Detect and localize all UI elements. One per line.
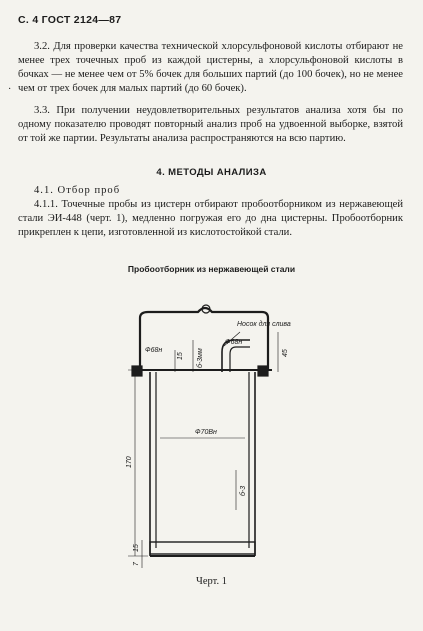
section-title: 4. МЕТОДЫ АНАЛИЗА [156,167,267,178]
label-h7: 7 [133,562,140,566]
label-d68-right: Ф68н [225,339,243,346]
left-lid-ring [132,366,142,376]
handle-wire [140,308,268,370]
label-h170: 170 [126,456,133,468]
label-spout: Носок для слива [237,321,291,328]
label-d68-left: Ф68н [145,347,163,354]
paragraph-3-3-text: 3.3. При получении неудовлетворительных результатов анализа хотя бы по одному показателю проводят повторный анализ проб на удвоенной выборке, взятой от той же партии. Результаты анализа распространяются на всю партию. [18,105,403,144]
label-h45: 45 [282,349,289,357]
figure-caption: Черт. 1 [196,576,227,587]
label-d70: Ф70Вн [195,429,217,436]
subsection-4-1-title: 4.1. Отбор проб [34,185,121,196]
label-b3-wall: б-3 [240,485,247,496]
label-h15-top: 15 [177,352,184,360]
page-header: С. 4 ГОСТ 2124—87 [18,14,122,26]
label-h15-bottom: 15 [133,544,140,552]
bottom-plate [150,542,255,554]
right-lid-ring [258,366,268,376]
label-h-b3-top: б-3мм [197,348,204,368]
margin-mark: · [8,84,12,95]
figure-title: Пробоотборник из нержавеющей стали [127,264,296,274]
paragraph-4-1-1-text: 4.1.1. Точечные пробы из цистерн отбирают пробоотборником из нержавеющей стали ЭИ-448 (черт. 1), медленно погружая его до дна цистерны. Пробоотборник прикреплен к цепи, изготовленной из кислотостойкой стали. [18,199,403,238]
paragraph-3-2-text: 3.2. Для проверки качества технической хлорсульфоновой кислоты отбирают не менее трех точечных проб из каждой цистерны, а хлорсульфоновой кислоты в бочках — не менее чем от 5% бочек для больших партий (до 100 бочек), но не менее чем от трех бочек для малых партий (до 60 бочек). [18,41,403,94]
